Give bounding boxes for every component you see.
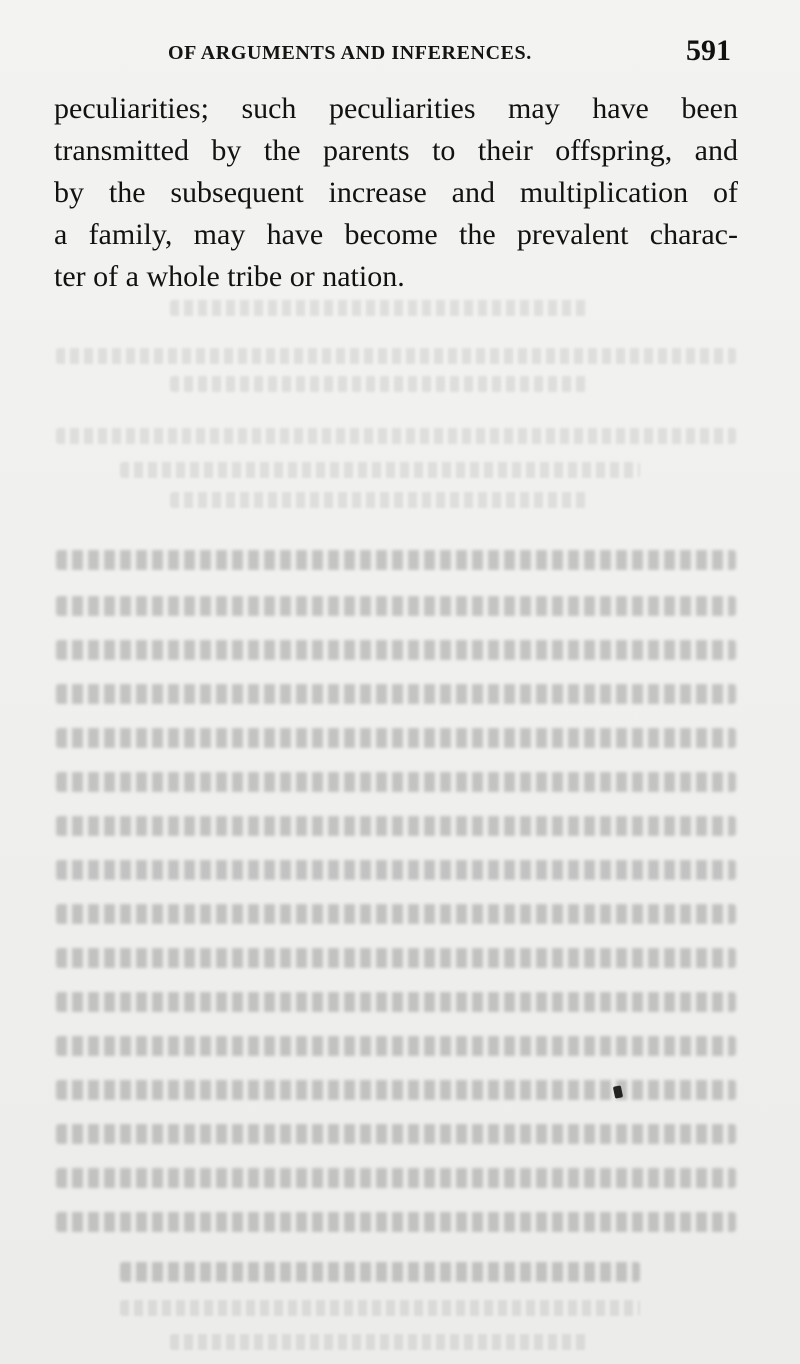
show-through-texture xyxy=(170,376,590,392)
text-line: transmitted by the parents to their offspring, and xyxy=(54,134,738,167)
text-line: ter of a whole tribe or nation. xyxy=(54,260,405,293)
show-through-texture xyxy=(120,1262,640,1282)
page-header xyxy=(0,34,800,80)
show-through-texture xyxy=(120,1300,640,1316)
show-through-texture xyxy=(56,348,736,364)
show-through-texture xyxy=(56,1212,736,1232)
show-through-texture xyxy=(56,992,736,1012)
text-line: a family, may have become the prevalent charac- xyxy=(54,218,738,251)
text-line: by the subsequent increase and multiplication of xyxy=(54,176,738,209)
text-line: peculiarities; such peculiarities may have been xyxy=(54,92,738,125)
show-through-texture xyxy=(56,860,736,880)
show-through-texture xyxy=(56,428,736,444)
show-through-texture xyxy=(56,684,736,704)
show-through-texture xyxy=(170,492,590,508)
show-through-texture xyxy=(170,1334,590,1350)
show-through-texture xyxy=(56,728,736,748)
running-head: OF ARGUMENTS AND INFERENCES. xyxy=(168,42,532,64)
show-through-texture xyxy=(56,596,736,616)
page-number: 591 xyxy=(686,34,731,67)
show-through-texture xyxy=(56,904,736,924)
show-through-texture xyxy=(56,772,736,792)
show-through-texture xyxy=(56,816,736,836)
show-through-texture xyxy=(56,640,736,660)
show-through-texture xyxy=(56,1036,736,1056)
show-through-texture xyxy=(56,948,736,968)
show-through-texture xyxy=(56,1124,736,1144)
show-through-texture xyxy=(56,550,736,570)
show-through-texture xyxy=(170,300,590,316)
show-through-texture xyxy=(56,1168,736,1188)
show-through-texture xyxy=(56,1080,736,1100)
body-paragraph xyxy=(54,88,738,298)
show-through-texture xyxy=(120,462,640,478)
